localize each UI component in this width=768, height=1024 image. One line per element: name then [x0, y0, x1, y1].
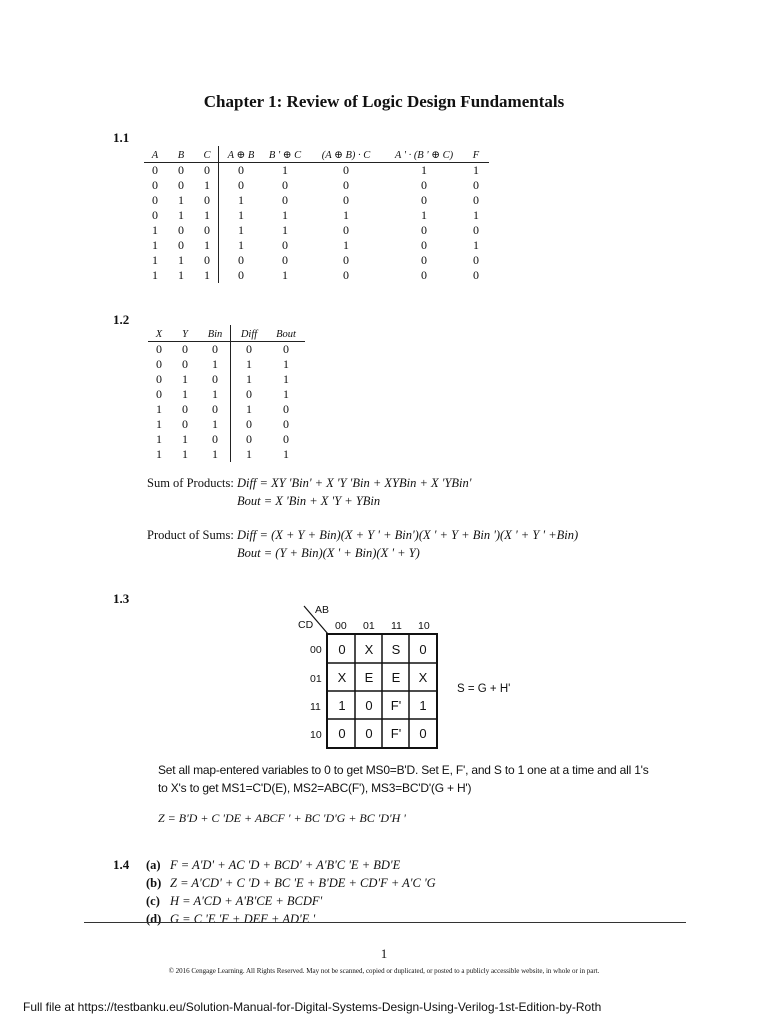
table-row: [148, 432, 305, 447]
table-cell: 1: [219, 193, 264, 208]
table-row: [144, 163, 489, 179]
kmap-row-label: 01: [310, 673, 322, 685]
table-cell: 1: [182, 387, 188, 401]
table-cell: 1: [282, 268, 288, 282]
table-cell: 0: [204, 163, 210, 177]
table-cell: 1: [212, 387, 218, 401]
table-cell: 0: [182, 342, 188, 356]
table-row: [148, 372, 305, 387]
sop-diff-equation: Diff = XY 'Bin' + X 'Y 'Bin + XYBin + X 'YBin': [236, 476, 472, 490]
table-cell: 0: [182, 357, 188, 371]
table-row: [144, 223, 489, 238]
table-cell: 0: [343, 163, 349, 177]
table-cell: 0: [178, 238, 184, 252]
kmap-cell: S: [391, 642, 401, 657]
table-cell: 0: [219, 178, 264, 193]
table-cell: 1: [212, 357, 218, 371]
part-label: (d): [146, 912, 162, 926]
table-cell: 0: [219, 253, 264, 268]
tt1-header: B ' ⊕ C: [263, 146, 307, 163]
kmap-cell: E: [364, 670, 374, 685]
table-cell: 1: [473, 238, 479, 252]
tt2-header: Y: [170, 325, 200, 342]
table-cell: 1: [283, 447, 289, 461]
kmap-col-label: 10: [418, 620, 430, 632]
kmap-cell: 0: [365, 726, 373, 741]
table-cell: 0: [282, 238, 288, 252]
pos-diff-equation: Diff = (X + Y + Bin)(X + Y ' + Bin')(X ' + Y + Bin ')(X ' + Y ' +Bin): [236, 528, 579, 542]
table-row: [144, 238, 489, 253]
part-label: (b): [146, 876, 162, 890]
table-row: [148, 387, 305, 402]
table-cell: 1: [182, 432, 188, 446]
table-cell: 1: [473, 208, 479, 222]
table-cell: 0: [178, 223, 184, 237]
table-cell: 1: [178, 208, 184, 222]
table-cell: 1: [182, 372, 188, 386]
pos-bout-equation: Bout = (Y + Bin)(X ' + Bin)(X ' + Y): [237, 546, 420, 560]
table-cell: 0: [219, 163, 264, 179]
kmap-cell: X: [364, 642, 374, 657]
full-file-link[interactable]: Full file at https://testbanku.eu/Solution-Manual-for-Digital-Systems-Design-Using-Verilog-1st-Edition-by-Roth: [23, 1000, 602, 1014]
table-cell: 0: [421, 193, 427, 207]
kmap-cell: 0: [338, 726, 346, 741]
table-cell: 1: [421, 208, 427, 222]
table-cell: 0: [231, 417, 268, 432]
tt2-header: X: [148, 325, 170, 342]
table-cell: 1: [283, 387, 289, 401]
tt2-header: Bout: [267, 325, 305, 342]
tt2-header: Diff: [231, 325, 268, 342]
table-cell: 0: [219, 268, 264, 283]
kmap-col-label: 11: [391, 620, 402, 632]
page-number: 1: [380, 946, 388, 961]
table-cell: 0: [421, 178, 427, 192]
table-cell: 1: [204, 208, 210, 222]
mev-text-line-2: to X's to get MS1=C'D(E), MS2=ABC(F'), MS3=BC'D'(G + H'): [158, 781, 472, 795]
kmap-row-label: 00: [310, 644, 322, 656]
kmap-grid: [326, 633, 438, 749]
kmap-col-label: 00: [335, 620, 347, 632]
kmap-cell: 0: [338, 642, 346, 657]
tt1-header: B: [166, 146, 196, 163]
part-equation: G = C 'E 'F + DEF + AD'E ': [170, 912, 316, 926]
pos-label: Product of Sums:: [147, 528, 234, 542]
part-label: (c): [146, 894, 160, 908]
table-cell: 1: [231, 357, 268, 372]
kmap-col-label: 01: [363, 620, 375, 632]
kmap-cell: X: [337, 670, 347, 685]
table-cell: 0: [473, 223, 479, 237]
table-cell: 1: [152, 268, 158, 282]
table-cell: 1: [231, 447, 268, 462]
problem-number-1-3: 1.3: [113, 591, 130, 606]
s-equation: S = G + H': [457, 683, 511, 695]
tt1-header: A ⊕ B: [219, 146, 264, 163]
chapter-title: Chapter 1: Review of Logic Design Fundamentals: [203, 92, 565, 111]
problem-number-1-2: 1.2: [113, 312, 130, 327]
footer-rule: [84, 922, 686, 923]
kmap-cell: 0: [365, 698, 373, 713]
table-cell: 1: [156, 447, 162, 461]
sop-label: Sum of Products:: [147, 476, 234, 490]
problem-number-1-4: 1.4: [113, 857, 130, 872]
table-cell: 1: [212, 447, 218, 461]
table-cell: 0: [473, 253, 479, 267]
table-cell: 0: [152, 163, 158, 177]
table-cell: 1: [178, 253, 184, 267]
kmap-cell: F': [390, 726, 402, 741]
copyright-notice: © 2016 Cengage Learning. All Rights Reserved. May not be scanned, copied or duplicated, or posted to a publicly accessible website, in whole or in part.: [168, 967, 600, 975]
table-cell: 1: [152, 223, 158, 237]
table-cell: 1: [178, 193, 184, 207]
table-cell: 1: [182, 447, 188, 461]
table-cell: 0: [212, 432, 218, 446]
table-row: [144, 268, 489, 283]
table-cell: 0: [231, 342, 268, 358]
table-row: [144, 193, 489, 208]
table-cell: 0: [282, 253, 288, 267]
truth-table-1-1: [144, 146, 489, 283]
kmap-row-label: 11: [310, 701, 321, 713]
table-cell: 1: [283, 357, 289, 371]
table-cell: 0: [204, 223, 210, 237]
kmap-cell: 0: [419, 642, 427, 657]
table-cell: 0: [178, 163, 184, 177]
tt1-header: C: [196, 146, 219, 163]
table-row: [148, 342, 305, 358]
table-cell: 1: [156, 417, 162, 431]
kmap-cell: X: [418, 670, 428, 685]
table-row: [148, 357, 305, 372]
table-cell: 0: [182, 402, 188, 416]
table-cell: 0: [473, 178, 479, 192]
table-row: [148, 447, 305, 462]
table-cell: 0: [156, 342, 162, 356]
table-cell: 1: [282, 223, 288, 237]
table-cell: 0: [204, 193, 210, 207]
table-cell: 0: [473, 268, 479, 282]
table-cell: 0: [231, 432, 268, 447]
tt1-header: A: [144, 146, 166, 163]
problem-number-1-1: 1.1: [113, 130, 130, 145]
table-cell: 0: [212, 372, 218, 386]
table-cell: 1: [231, 402, 268, 417]
tt2-header: Bin: [200, 325, 231, 342]
table-cell: 1: [204, 268, 210, 282]
table-cell: 1: [178, 268, 184, 282]
kmap-cell: E: [391, 670, 401, 685]
table-cell: 0: [152, 178, 158, 192]
table-cell: 1: [219, 208, 264, 223]
kmap-cell: 0: [419, 726, 427, 741]
mev-text-line-1: Set all map-entered variables to 0 to get MS0=B'D. Set E, F', and S to 1 one at a time and all 1's: [158, 763, 649, 777]
kmap-row-label: 10: [310, 729, 322, 741]
table-cell: 1: [282, 163, 288, 177]
part-label: (a): [146, 858, 161, 872]
table-cell: 1: [156, 432, 162, 446]
table-cell: 0: [421, 253, 427, 267]
kmap-cell: 1: [338, 698, 346, 713]
table-cell: 0: [156, 387, 162, 401]
table-cell: 0: [282, 178, 288, 192]
table-cell: 0: [212, 342, 218, 356]
table-row: [144, 208, 489, 223]
truth-table-1-2: [148, 325, 305, 462]
table-cell: 1: [156, 402, 162, 416]
table-cell: 0: [156, 372, 162, 386]
table-cell: 0: [182, 417, 188, 431]
kmap-cell: F': [390, 698, 402, 713]
table-cell: 0: [283, 402, 289, 416]
table-cell: 0: [178, 178, 184, 192]
table-cell: 0: [343, 268, 349, 282]
table-cell: 0: [343, 193, 349, 207]
table-cell: 0: [421, 223, 427, 237]
table-cell: 0: [212, 402, 218, 416]
table-row: [144, 253, 489, 268]
table-row: [148, 402, 305, 417]
part-equation: H = A'CD + A'B'CE + BCDF': [170, 894, 323, 908]
table-cell: 1: [212, 417, 218, 431]
part-equation: F = A'D' + AC 'D + BCD' + A'B'C 'E + BD'E: [170, 858, 401, 872]
kmap-cell: 1: [419, 698, 427, 713]
part-equation: Z = A'CD' + C 'D + BC 'E + B'DE + CD'F + A'C 'G: [170, 876, 436, 890]
table-cell: 1: [152, 238, 158, 252]
tt1-header: F: [463, 146, 489, 163]
table-cell: 0: [152, 208, 158, 222]
table-cell: 0: [343, 253, 349, 267]
kmap-ab-label: AB: [315, 604, 330, 616]
table-cell: 0: [283, 432, 289, 446]
table-cell: 0: [156, 357, 162, 371]
table-row: [148, 417, 305, 432]
table-cell: 1: [421, 163, 427, 177]
table-cell: 1: [204, 238, 210, 252]
table-cell: 0: [283, 342, 289, 356]
sop-bout-equation: Bout = X 'Bin + X 'Y + YBin: [237, 494, 381, 508]
table-cell: 0: [421, 268, 427, 282]
table-cell: 0: [204, 253, 210, 267]
table-cell: 1: [343, 208, 349, 222]
tt1-header: (A ⊕ B) · C: [307, 146, 385, 163]
table-cell: 1: [343, 238, 349, 252]
table-cell: 1: [152, 253, 158, 267]
table-cell: 0: [343, 178, 349, 192]
table-cell: 0: [343, 223, 349, 237]
table-cell: 0: [283, 417, 289, 431]
table-cell: 0: [152, 193, 158, 207]
table-cell: 0: [421, 238, 427, 252]
kmap-cd-label: CD: [298, 619, 314, 631]
table-cell: 1: [282, 208, 288, 222]
table-cell: 0: [473, 193, 479, 207]
table-row: [144, 178, 489, 193]
table-cell: 1: [204, 178, 210, 192]
z-equation: Z = B'D + C 'DE + ABCF ' + BC 'D'G + BC 'D'H ': [158, 811, 406, 825]
table-cell: 0: [231, 387, 268, 402]
tt1-header: A ' · (B ' ⊕ C): [385, 146, 463, 163]
table-cell: 1: [231, 372, 268, 387]
table-cell: 1: [219, 238, 264, 253]
table-cell: 1: [283, 372, 289, 386]
table-cell: 1: [219, 223, 264, 238]
table-cell: 0: [282, 193, 288, 207]
table-cell: 1: [473, 163, 479, 177]
